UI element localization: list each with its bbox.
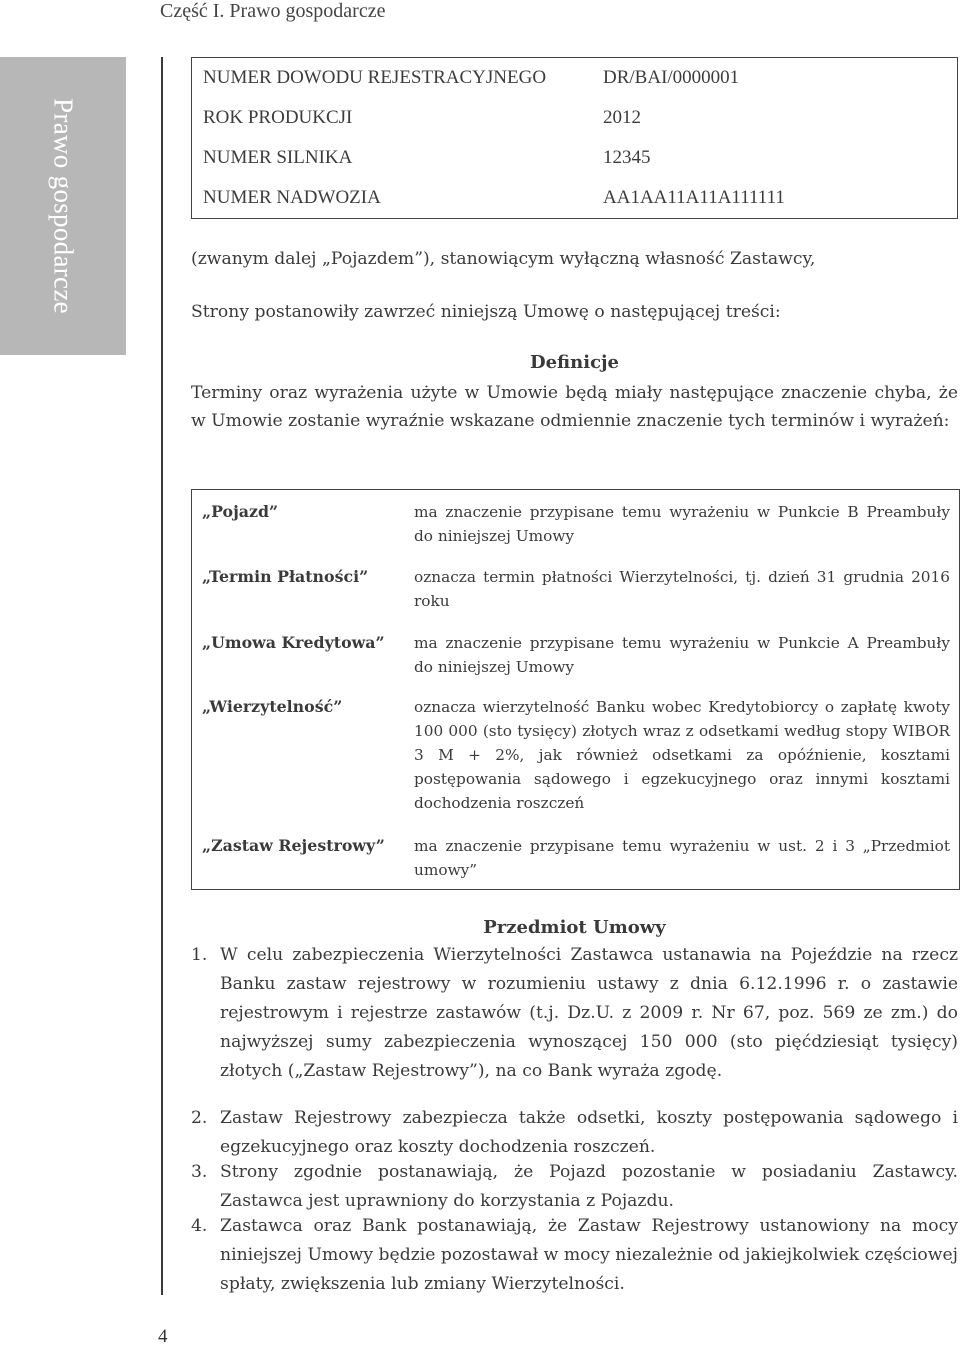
page-number: 4 xyxy=(158,1326,168,1347)
definition-text: oznacza wierzytelność Banku wobec Kredytobiorcy o zapłatę kwoty 100 000 (sto tysięcy) złotych wraz z odsetkami według stopy WIBOR 3 M + 2%, jak również odsetkami za opóźnienie, kosztami postępowania sądowego i egzekucyjnego oraz innymi kosztami dochodzenia roszczeń xyxy=(414,698,950,812)
list-number: 3. xyxy=(191,1162,208,1182)
definition-text: ma znaczenie przypisane temu wyrażeniu w Punkcie B Preambuły do niniejszej Umowy xyxy=(414,503,950,545)
margin-rule xyxy=(161,57,163,1295)
running-head: Część I. Prawo gospodarcze xyxy=(160,0,386,22)
definitions-heading: Definicje xyxy=(530,352,619,373)
definition-term: „Pojazd” xyxy=(202,502,279,521)
agreement-paragraph: Strony postanowiły zawrzeć niniejszą Umowę o następującej treści: xyxy=(191,302,781,322)
definition-term: „Termin Płatności” xyxy=(202,567,369,586)
vehicle-data-table xyxy=(191,57,958,219)
list-number: 2. xyxy=(191,1108,208,1128)
list-number: 4. xyxy=(191,1216,208,1236)
definition-text: ma znaczenie przypisane temu wyrażeniu w Punkcie A Preambuły do niniejszej Umowy xyxy=(414,634,950,676)
definitions-intro: Terminy oraz wyrażenia użyte w Umowie będą miały następujące znaczenie chyba, że w Umowie zostanie wyraźnie wskazane odmiennie znaczenie tych terminów i wyrażeń: xyxy=(191,383,958,431)
definition-text: ma znaczenie przypisane temu wyrażeniu w ust. 2 i 3 „Przedmiot umowy” xyxy=(414,837,950,879)
side-tab xyxy=(0,57,126,355)
vehicle-value: AA1AA11A11A111111 xyxy=(603,187,785,208)
side-tab-label: Prawo gospodarcze xyxy=(48,98,79,314)
list-number: 1. xyxy=(191,945,208,965)
list-text: Strony zgodnie postanawiają, że Pojazd pozostanie w posiadaniu Zastawcy. Zastawca jest uprawniony do korzystania z Pojazdu. xyxy=(220,1162,958,1211)
vehicle-label: NUMER NADWOZIA xyxy=(203,187,381,208)
vehicle-label: ROK PRODUKCJI xyxy=(203,107,353,128)
vehicle-row xyxy=(192,138,957,178)
vehicle-row xyxy=(192,98,957,138)
definition-term: „Wierzytelność” xyxy=(202,697,343,716)
vehicle-label: NUMER SILNIKA xyxy=(203,147,353,168)
definition-text: oznacza termin płatności Wierzytelności, tj. dzień 31 grudnia 2016 roku xyxy=(414,568,950,610)
vehicle-row xyxy=(192,58,957,98)
vehicle-ownership-paragraph: (zwanym dalej „Pojazdem”), stanowiącym wyłączną własność Zastawcy, xyxy=(191,249,816,269)
vehicle-value: 2012 xyxy=(603,107,641,128)
list-text: Zastaw Rejestrowy zabezpiecza także odsetki, koszty postępowania sądowego i egzekucyjnego oraz koszty dochodzenia roszczeń. xyxy=(220,1108,958,1157)
definition-term: „Umowa Kredytowa” xyxy=(202,633,385,652)
vehicle-value: 12345 xyxy=(603,147,651,168)
definition-term: „Zastaw Rejestrowy” xyxy=(202,836,385,855)
subject-heading: Przedmiot Umowy xyxy=(483,917,666,938)
list-text: W celu zabezpieczenia Wierzytelności Zastawca ustanawia na Pojeździe na rzecz Banku zastaw rejestrowy w rozumieniu ustawy z dnia 6.12.1996 r. o zastawie rejestrowym i rejestrze zastawów (t.j. Dz.U. z 2009 r. Nr 67, poz. 569 ze zm.) do najwyższej sumy zabezpieczenia wynoszącej 150 000 (sto pięćdziesiąt tysięcy) złotych („Zastaw Rejestrowy”), na co Bank wyraża zgodę. xyxy=(220,945,958,1081)
vehicle-value: DR/BAI/0000001 xyxy=(603,67,740,88)
list-text: Zastawca oraz Bank postanawiają, że Zastaw Rejestrowy ustanowiony na mocy niniejszej Umowy będzie pozostawał w mocy niezależnie od jakiejkolwiek częściowej spłaty, zwiększenia lub zmiany Wierzytelności. xyxy=(220,1216,958,1294)
vehicle-label: NUMER DOWODU REJESTRACYJNEGO xyxy=(203,67,547,88)
vehicle-row xyxy=(192,178,957,218)
definitions-table xyxy=(191,489,960,890)
